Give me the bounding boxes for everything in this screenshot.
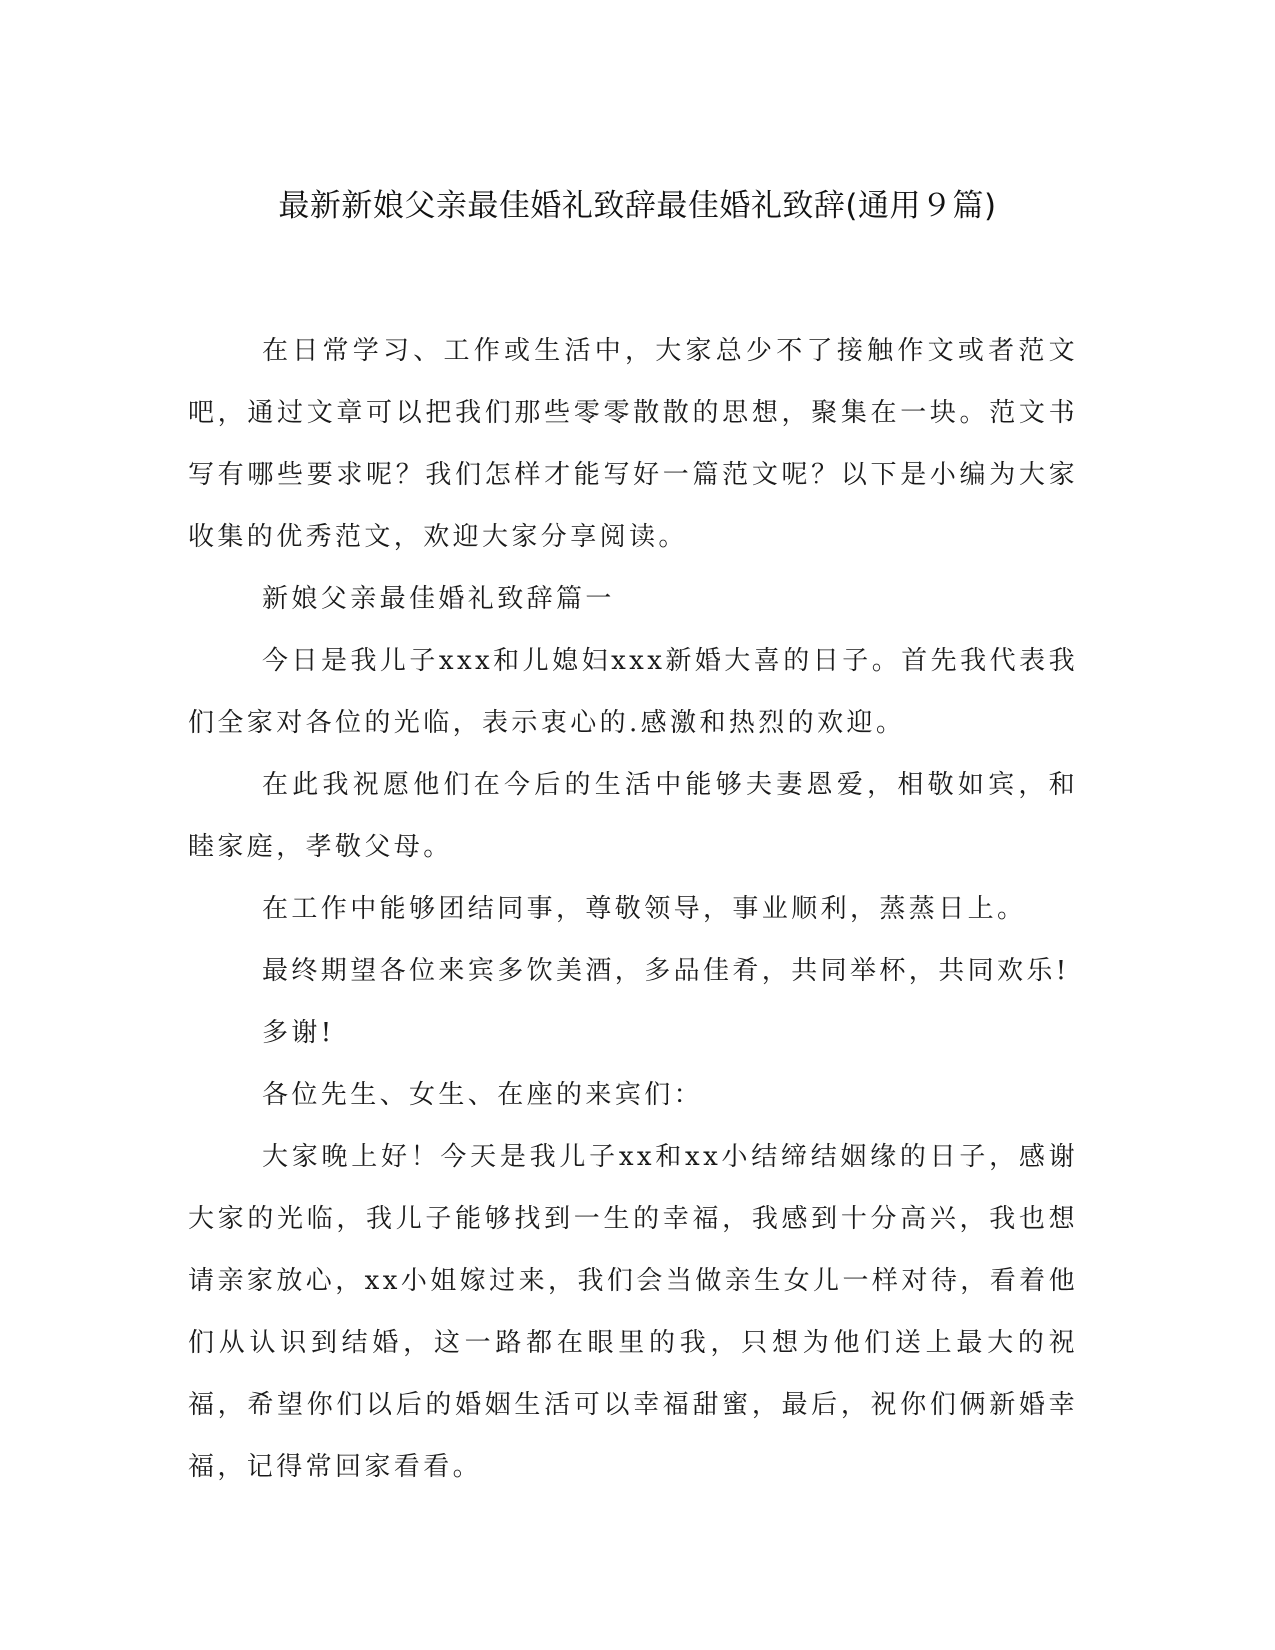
body-paragraph: 大家晚上好！今天是我儿子xx和xx小结缔结姻缘的日子，感谢大家的光临，我儿子能够找到一生的幸福，我感到十分高兴，我也想请亲家放心，xx小姐嫁过来，我们会当做亲生女儿一样对待，看着他们从认识到结婚，这一路都在眼里的我，只想为他们送上最大的祝福，希望你们以后的婚姻生活可以幸福甜蜜，最后，祝你们俩新婚幸福，记得常回家看看。 bbox=[188, 1142, 1078, 1482]
intro-paragraph: 在日常学习、工作或生活中，大家总少不了接触作文或者范文吧，通过文章可以把我们那些零零散散的思想，聚集在一块。范文书写有哪些要求呢？我们怎样才能写好一篇范文呢？以下是小编为大家收集的优秀范文，欢迎大家分享阅读。 bbox=[188, 336, 1078, 552]
section-heading: 新娘父亲最佳婚礼致辞篇一 bbox=[262, 584, 615, 614]
body-paragraph: 多谢! bbox=[262, 1018, 335, 1048]
salutation-paragraph: 各位先生、女生、在座的来宾们： bbox=[262, 1080, 704, 1110]
document-title: 最新新娘父亲最佳婚礼致辞最佳婚礼致辞(通用９篇) bbox=[278, 188, 997, 224]
body-paragraph: 最终期望各位来宾多饮美酒，多品佳肴，共同举杯，共同欢乐! bbox=[262, 956, 1070, 986]
body-paragraph: 在此我祝愿他们在今后的生活中能够夫妻恩爱，相敬如宾，和睦家庭，孝敬父母。 bbox=[188, 770, 1078, 862]
document-body bbox=[188, 320, 1078, 1498]
body-paragraph: 在工作中能够团结同事，尊敬领导，事业顺利，蒸蒸日上。 bbox=[262, 894, 1027, 924]
body-paragraph: 今日是我儿子xxx和儿媳妇xxx新婚大喜的日子。首先我代表我们全家对各位的光临，表示衷心的.感激和热烈的欢迎。 bbox=[188, 646, 1078, 738]
